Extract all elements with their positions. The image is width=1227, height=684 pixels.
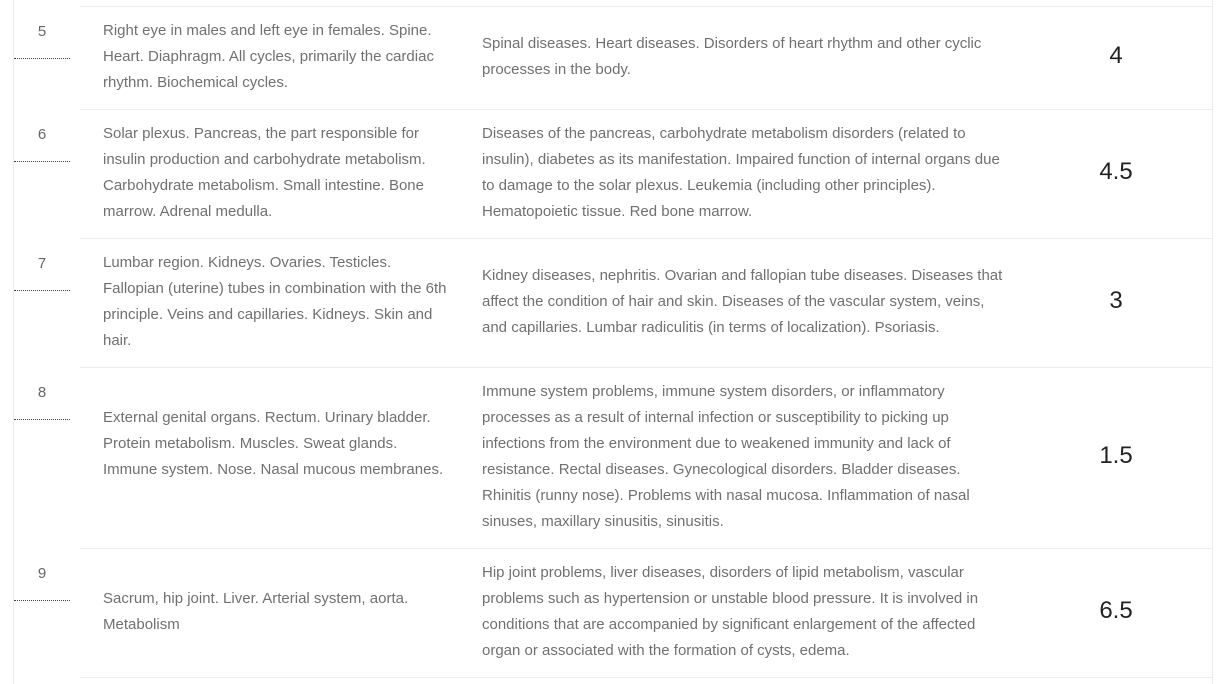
diseases-text: Kidney diseases, nephritis. Ovarian and fallopian tube diseases. Diseases that affect the condition of hair and skin. Diseases of the vascular system, veins, and capillaries. Lumbar radiculitis (in terms of localization). Psoriasis. [482,267,1003,336]
row-number: 6 [37,126,47,143]
row-divider [80,109,1213,110]
row-number-cell [14,549,70,601]
diseases-text: Spinal diseases. Heart diseases. Disorders of heart rhythm and other cyclic processes in the body. [482,35,982,78]
row-divider [80,548,1213,549]
row-divider [80,367,1213,368]
principle-text: Lumbar region. Kidneys. Ovaries. Testicles. Fallopian (uterine) tubes in combination with the 6th principle. Veins and capillaries. Kidneys. Skin and hair. [103,254,447,349]
row-number-cell [14,110,70,162]
diseases-text: Diseases of the pancreas, carbohydrate metabolism disorders (related to insulin), diabetes as its manifestation. Impaired function of internal organs due to damage to the solar plexus. Leukemia (including other principles). Hematopoietic tissue. Red bone marrow. [482,125,1000,220]
row-value: 1.5 [1099,442,1133,469]
row-number: 9 [37,565,47,582]
row-number: 5 [37,23,47,40]
row-value: 6.5 [1099,597,1133,624]
row-value: 4 [1109,42,1123,69]
principle-text: External genital organs. Rectum. Urinary bladder. Protein metabolism. Muscles. Sweat glands. Immune system. Nose. Nasal mucous membranes. [103,409,444,478]
row-value: 3 [1109,287,1123,314]
row-number: 7 [37,255,47,272]
diseases-text: Hip joint problems, liver diseases, disorders of lipid metabolism, vascular problems such as hypertension or unstable blood pressure. It is involved in conditions that are accompanied by significant enlargement of the affected organ or associated with the formation of cysts, edema. [482,564,979,659]
diseases-text: Immune system problems, immune system disorders, or inflammatory processes as a result of internal infection or susceptibility to picking up infections from the environment due to weakened immunity and lack of resistance. Rectal diseases. Gynecological disorders. Bladder diseases. Rhinitis (runny nose). Problems with nasal mucosa. Inflammation of nasal sinuses, maxillary sinusitis, sinusitis. [482,383,970,530]
row-divider [80,6,1213,7]
row-number-cell [14,7,70,59]
principle-text: Solar plexus. Pancreas, the part responsible for insulin production and carbohydrate metabolism. Carbohydrate metabolism. Small intestine. Bone marrow. Adrenal medulla. [103,125,426,220]
row-value: 4.5 [1099,158,1133,185]
row-divider [80,238,1213,239]
principle-text: Sacrum, hip joint. Liver. Arterial system, aorta. Metabolism [103,590,409,633]
principle-text: Right eye in males and left eye in females. Spine. Heart. Diaphragm. All cycles, primarily the cardiac rhythm. Biochemical cycles. [103,22,434,91]
row-divider [80,677,1213,678]
row-number-cell [14,368,70,420]
row-number-cell [14,239,70,291]
row-number: 8 [37,384,47,401]
